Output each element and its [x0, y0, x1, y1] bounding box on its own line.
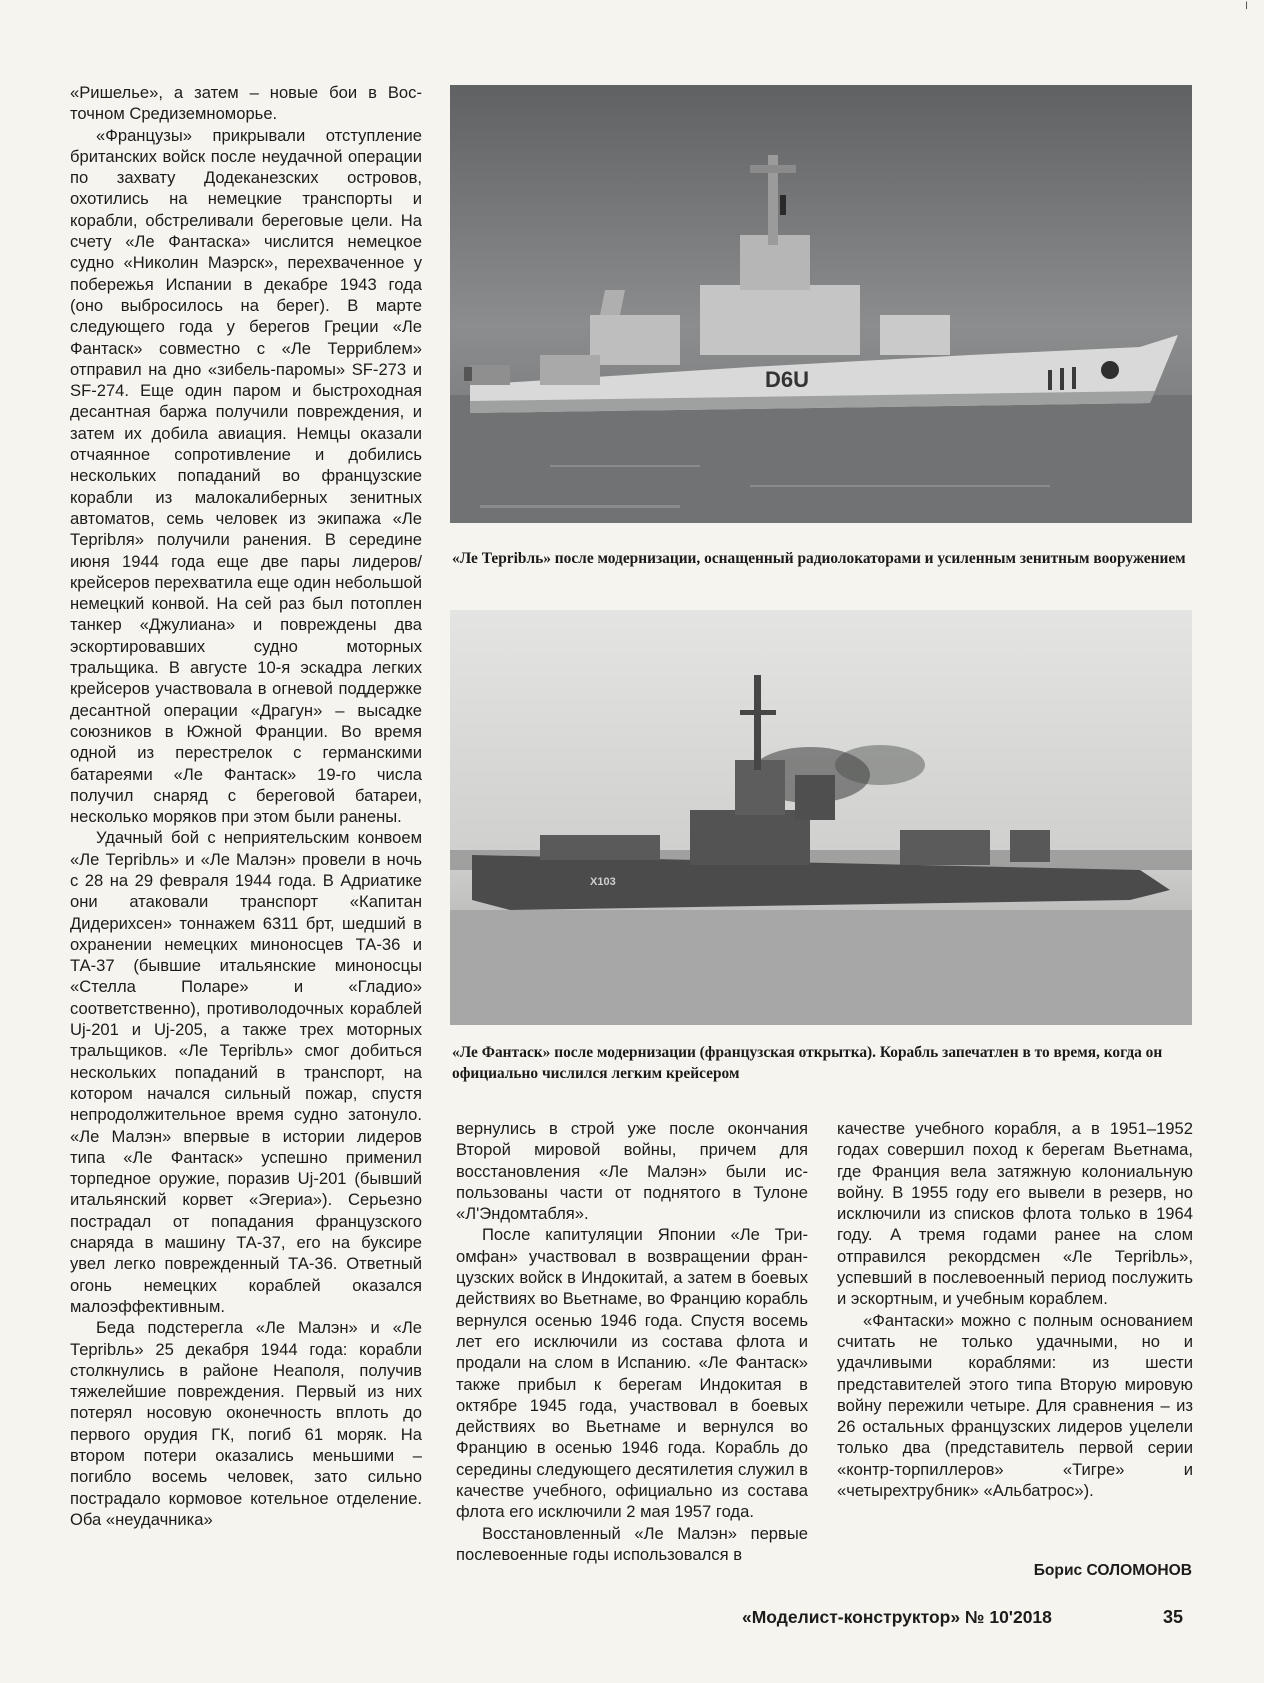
- hull-number-label: D6U: [765, 367, 810, 392]
- paragraph: Удачный бой с неприятельским конвоем «Ле Терribль» и «Ле Малэн» провели в ночь с 28 на 29 февраля 1944 года. В Адриатике они атаковали транспорт «Капитан Дидерихсен» тоннажем 6311 брт, шедший в охранении немецких миноносцев ТА-36 и ТА-37 (бывшие итальянские миноносцы «Стелла Поларе» и «Гладио» соответственно), противолодочных кораблей Uj-201 и Uj-205, а также трех моторных тральщиков. «Ле Терribль» смог добиться нескольких попаданий в транспорт, на котором начался сильный пожар, спустя непродолжительное время судно затонуло. «Ле Малэн» впервые в истории лидеров типа «Ле Фантаск» успешно применил торпедное оружие, поразив Uj-201 (бывший итальянский корвет «Эгериа»). Серьезно пострадал от попадания французского снаряда в машину ТА-37, его на буксире увел легко поврежденный ТА-36. Ответный огонь немецких кораблей оказался малоэффективным.: [70, 828, 422, 1316]
- page-number: 35: [1163, 1607, 1184, 1627]
- paragraph: «Ришелье», а затем – новые бои в Восточном Средиземноморье.: [70, 83, 422, 124]
- paragraph: Восстановленный «Ле Малэн» первые послевоенные годы использовался в: [456, 1523, 808, 1564]
- hull-number-label: X103: [590, 876, 616, 888]
- author-name: Борис СОЛОМОНОВ: [1033, 1562, 1192, 1579]
- photo-le-terrible: [450, 85, 1192, 523]
- paragraph: вернулись в строй уже после окончания Второй мировой войны, причем для восстановления «Ле Малэн» были использованы части от поднятого в Тулоне «Л'Эндомтабля».: [456, 1119, 808, 1224]
- corner-mark: I: [1245, 0, 1249, 12]
- text-column-left: [70, 82, 422, 1530]
- text-column-middle: [456, 1118, 808, 1565]
- paragraph: качестве учебного корабля, а в 1951–1952 годах совершил поход к берегам Вьетнама, где Франция вела затяжную колониальную войну. В 1955 году его вывели в резерв, но исключили из списков флота только в 1964 году. А тремя годами ранее на слом отправился рекордсмен «Ле Терribль», успевший в послевоенный период послужить и эскортным, и учебным кораблем.: [837, 1119, 1193, 1309]
- photo-le-fantasque: [450, 610, 1192, 1025]
- ship-photo-illustration: [450, 85, 1192, 523]
- photo-caption: «Ле Фантаск» после модернизации (французская открытка). Корабль запечатлен в то время, когда он официально числился легким крейсером: [452, 1044, 1163, 1082]
- paragraph: «Фантаски» можно с полным основанием считать не только удачными, но и удачливыми кораблями: из шести представителей этого типа Вторую мировую войну пережили четыре. Для сравнения – из 26 остальных французских лидеров уцелели только два (представитель первой серии «контр-торпиллеров» «Тигре» и «четырехтрубник» «Альбатрос»).: [837, 1310, 1193, 1501]
- magazine-issue-label: «Моделист-конструктор» № 10'2018: [742, 1607, 1052, 1627]
- photo-caption: «Ле Терribль» после модернизации, оснащенный радиолокаторами и усиленным зенитным вооружением: [452, 550, 1186, 567]
- ship-photo-illustration: [450, 610, 1192, 1025]
- paragraph: После капитуляции Японии «Ле Триомфан» участвовал в возвращении французских войск в Индокитай, а затем в боевых действиях во Вьетнаме, во Францию корабль вернулся осенью 1946 года. Спустя восемь лет его исключили из состава флота и продали на слом в Испанию. «Ле Фантаск» также прибыл к берегам Индокитая в октябре 1945 года, участвовал в боевых действиях во Вьетнаме и вернулся во Францию в осенью 1946 года. Корабль до середины следующего десятилетия служил в качестве учебного, официально из состава флота его исключили 2 мая 1957 года.: [456, 1225, 808, 1522]
- text-column-right: [837, 1118, 1193, 1501]
- paragraph: Беда подстерегла «Ле Малэн» и «Ле Терribль» 25 декабря 1944 года: корабли столкнулись в районе Неаполя, получив тяжелейшие повреждения. Первый из них потерял носовую оконечность вплоть до первого орудия ГК, погиб 61 моряк. На втором потери оказались меньшими – погибло восемь человек, зато сильно пострадало кормовое котельное отделение. Оба «неудачника»: [70, 1318, 422, 1529]
- paragraph: «Французы» прикрывали отступление британских войск после неудачной операции по захвату Додеканезских островов, охотились на немецкие транспорты и корабли, обстреливали береговые цели. На счету «Ле Фантаска» числится немецкое судно «Николин Маэрск», перехваченное у побережья Испании в декабре 1943 года (оно выбросилось на берег). В марте следующего года у берегов Греции «Ле Фантаск» совместно с «Ле Терриблем» отправил на дно «зибель-паромы» SF-273 и SF-274. Еще один паром и быстроходная десантная баржа получили повреждения, и затем их добила авиация. Немцы оказали отчаянное сопротивление и добились нескольких попаданий во французские корабли из малокалиберных зенитных автоматов, семь человек из экипажа «Ле Терribля» получили ранения. В середине июня 1944 года еще две пары лидеров/крейсеров перехватила еще один небольшой немецкий конвой. На сей раз был потоплен танкер «Джулиана» и повреждены два эскортировавших судно моторных тральщика. В августе 10-я эскадра легких крейсеров участвовала в огневой поддержке десантной операции «Драгун» – высадке союзников в Южной Франции. Во время одной из перестрелок с германскими батареями «Ле Фантаск» 19-го числа получил снаряд с береговой батареи, несколько моряков при этом были ранены.: [70, 125, 422, 827]
